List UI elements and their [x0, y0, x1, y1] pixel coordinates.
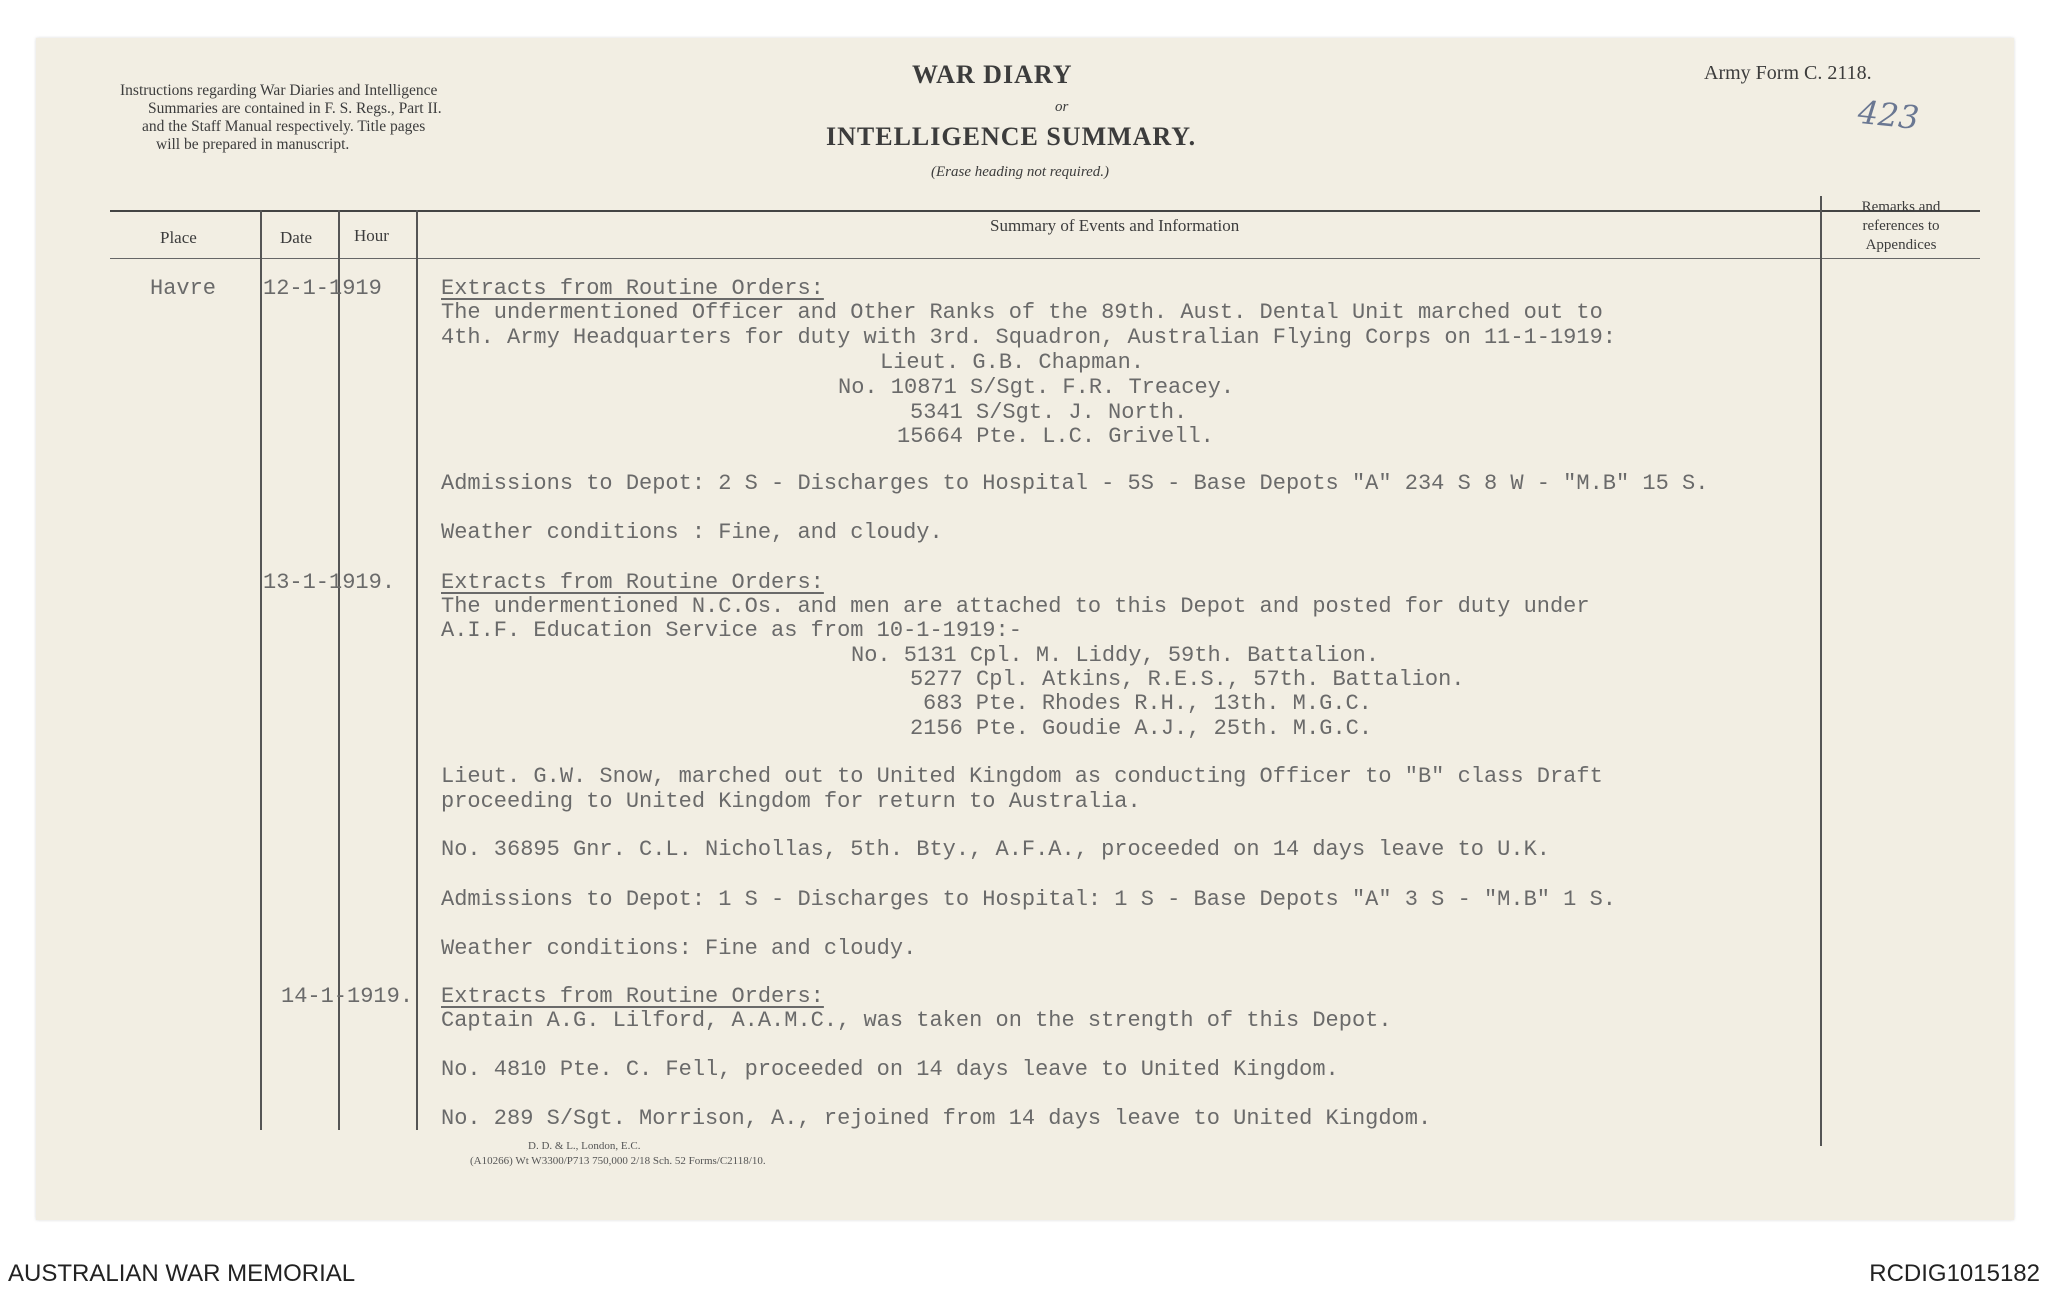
- army-form-number: Army Form C. 2118.: [1704, 62, 1872, 84]
- table-top-rule: [110, 210, 1980, 212]
- body-line: Lieut. G.W. Snow, marched out to United Kingdom as conducting Officer to "B" class Draft: [441, 764, 1603, 789]
- body-line: Captain A.G. Lilford, A.A.M.C., was taken on the strength of this Depot.: [441, 1008, 1392, 1033]
- section-heading: Extracts from Routine Orders:: [441, 276, 824, 301]
- body-line: No. 10871 S/Sgt. F.R. Treacey.: [838, 375, 1235, 400]
- body-line: 2156 Pte. Goudie A.J., 25th. M.G.C.: [910, 716, 1373, 741]
- body-line: Weather conditions: Fine and cloudy.: [441, 936, 917, 961]
- column-divider-hour: [416, 210, 418, 1130]
- body-line: No. 5131 Cpl. M. Liddy, 59th. Battalion.: [851, 643, 1380, 668]
- printer-imprint: (A10266) Wt W3300/P713 750,000 2/18 Sch. 52 Forms/C2118/10.: [470, 1155, 766, 1167]
- date-entry: 13-1-1919.: [263, 570, 396, 595]
- date-entry: 14-1-1919.: [281, 984, 414, 1009]
- place-entry: Havre: [150, 276, 217, 301]
- instructions-note: [120, 82, 640, 154]
- body-line: The undermentioned Officer and Other Ranks of the 89th. Aust. Dental Unit marched out to: [441, 300, 1603, 325]
- header-bottom-rule: [110, 258, 1980, 259]
- title-war-diary: WAR DIARY: [912, 60, 1073, 89]
- column-divider-place: [260, 210, 262, 1130]
- date-entry: 12-1-1919: [263, 276, 382, 301]
- column-header-date: Date: [280, 228, 313, 247]
- column-header-remarks: [1846, 198, 1956, 255]
- body-line: 15664 Pte. L.C. Grivell.: [897, 424, 1214, 449]
- instructions-line: and the Staff Manual respectively. Title pages: [142, 118, 426, 135]
- erase-note: (Erase heading not required.): [931, 164, 1110, 180]
- remarks-header-line: Appendices: [1865, 237, 1937, 253]
- section-heading: Extracts from Routine Orders:: [441, 570, 824, 595]
- instructions-line: will be prepared in manuscript.: [156, 136, 350, 153]
- footer-archive-name: AUSTRALIAN WAR MEMORIAL: [8, 1260, 356, 1287]
- title-intelligence-summary: INTELLIGENCE SUMMARY.: [826, 122, 1197, 151]
- body-line: The undermentioned N.C.Os. and men are attached to this Depot and posted for duty under: [441, 594, 1590, 619]
- body-line: proceeding to United Kingdom for return to Australia.: [441, 789, 1141, 814]
- body-line: No. 4810 Pte. C. Fell, proceeded on 14 days leave to United Kingdom.: [441, 1057, 1339, 1082]
- instructions-line: Instructions regarding War Diaries and Intelligence: [120, 82, 438, 99]
- handwritten-folio-number: 423: [1856, 92, 1921, 138]
- body-line: 4th. Army Headquarters for duty with 3rd. Squadron, Australian Flying Corps on 11-1-1919:: [441, 325, 1616, 350]
- title-or: or: [1055, 99, 1069, 115]
- remarks-header-line: Remarks and: [1861, 199, 1941, 215]
- body-line: A.I.F. Education Service as from 10-1-1919:-: [441, 618, 1022, 643]
- body-line: 683 Pte. Rhodes R.H., 13th. M.G.C.: [923, 691, 1372, 716]
- remarks-header-line: references to: [1862, 218, 1940, 234]
- instructions-line: Summaries are contained in F. S. Regs., Part II.: [148, 100, 442, 117]
- body-line: Admissions to Depot: 2 S - Discharges to Hospital - 5S - Base Depots "A" 234 S 8 W - "M.B" 15 S.: [441, 471, 1709, 496]
- body-line: 5277 Cpl. Atkins, R.E.S., 57th. Battalion.: [910, 667, 1465, 692]
- body-line: No. 36895 Gnr. C.L. Nichollas, 5th. Bty., A.F.A., proceeded on 14 days leave to U.K.: [441, 837, 1550, 862]
- printer-imprint: D. D. & L., London, E.C.: [528, 1140, 641, 1152]
- section-heading: Extracts from Routine Orders:: [441, 984, 824, 1009]
- body-line: Weather conditions : Fine, and cloudy.: [441, 520, 943, 545]
- column-divider-remarks: [1820, 196, 1822, 1146]
- column-header-hour: Hour: [354, 226, 389, 245]
- column-header-summary: Summary of Events and Information: [990, 216, 1240, 235]
- footer-record-id: RCDIG1015182: [1869, 1260, 2040, 1287]
- body-line: 5341 S/Sgt. J. North.: [910, 400, 1188, 425]
- column-header-place: Place: [160, 228, 197, 247]
- body-line: Lieut. G.B. Chapman.: [880, 350, 1145, 375]
- body-line: Admissions to Depot: 1 S - Discharges to Hospital: 1 S - Base Depots "A" 3 S - "M.B" 1 S.: [441, 887, 1616, 912]
- body-line: No. 289 S/Sgt. Morrison, A., rejoined from 14 days leave to United Kingdom.: [441, 1106, 1432, 1131]
